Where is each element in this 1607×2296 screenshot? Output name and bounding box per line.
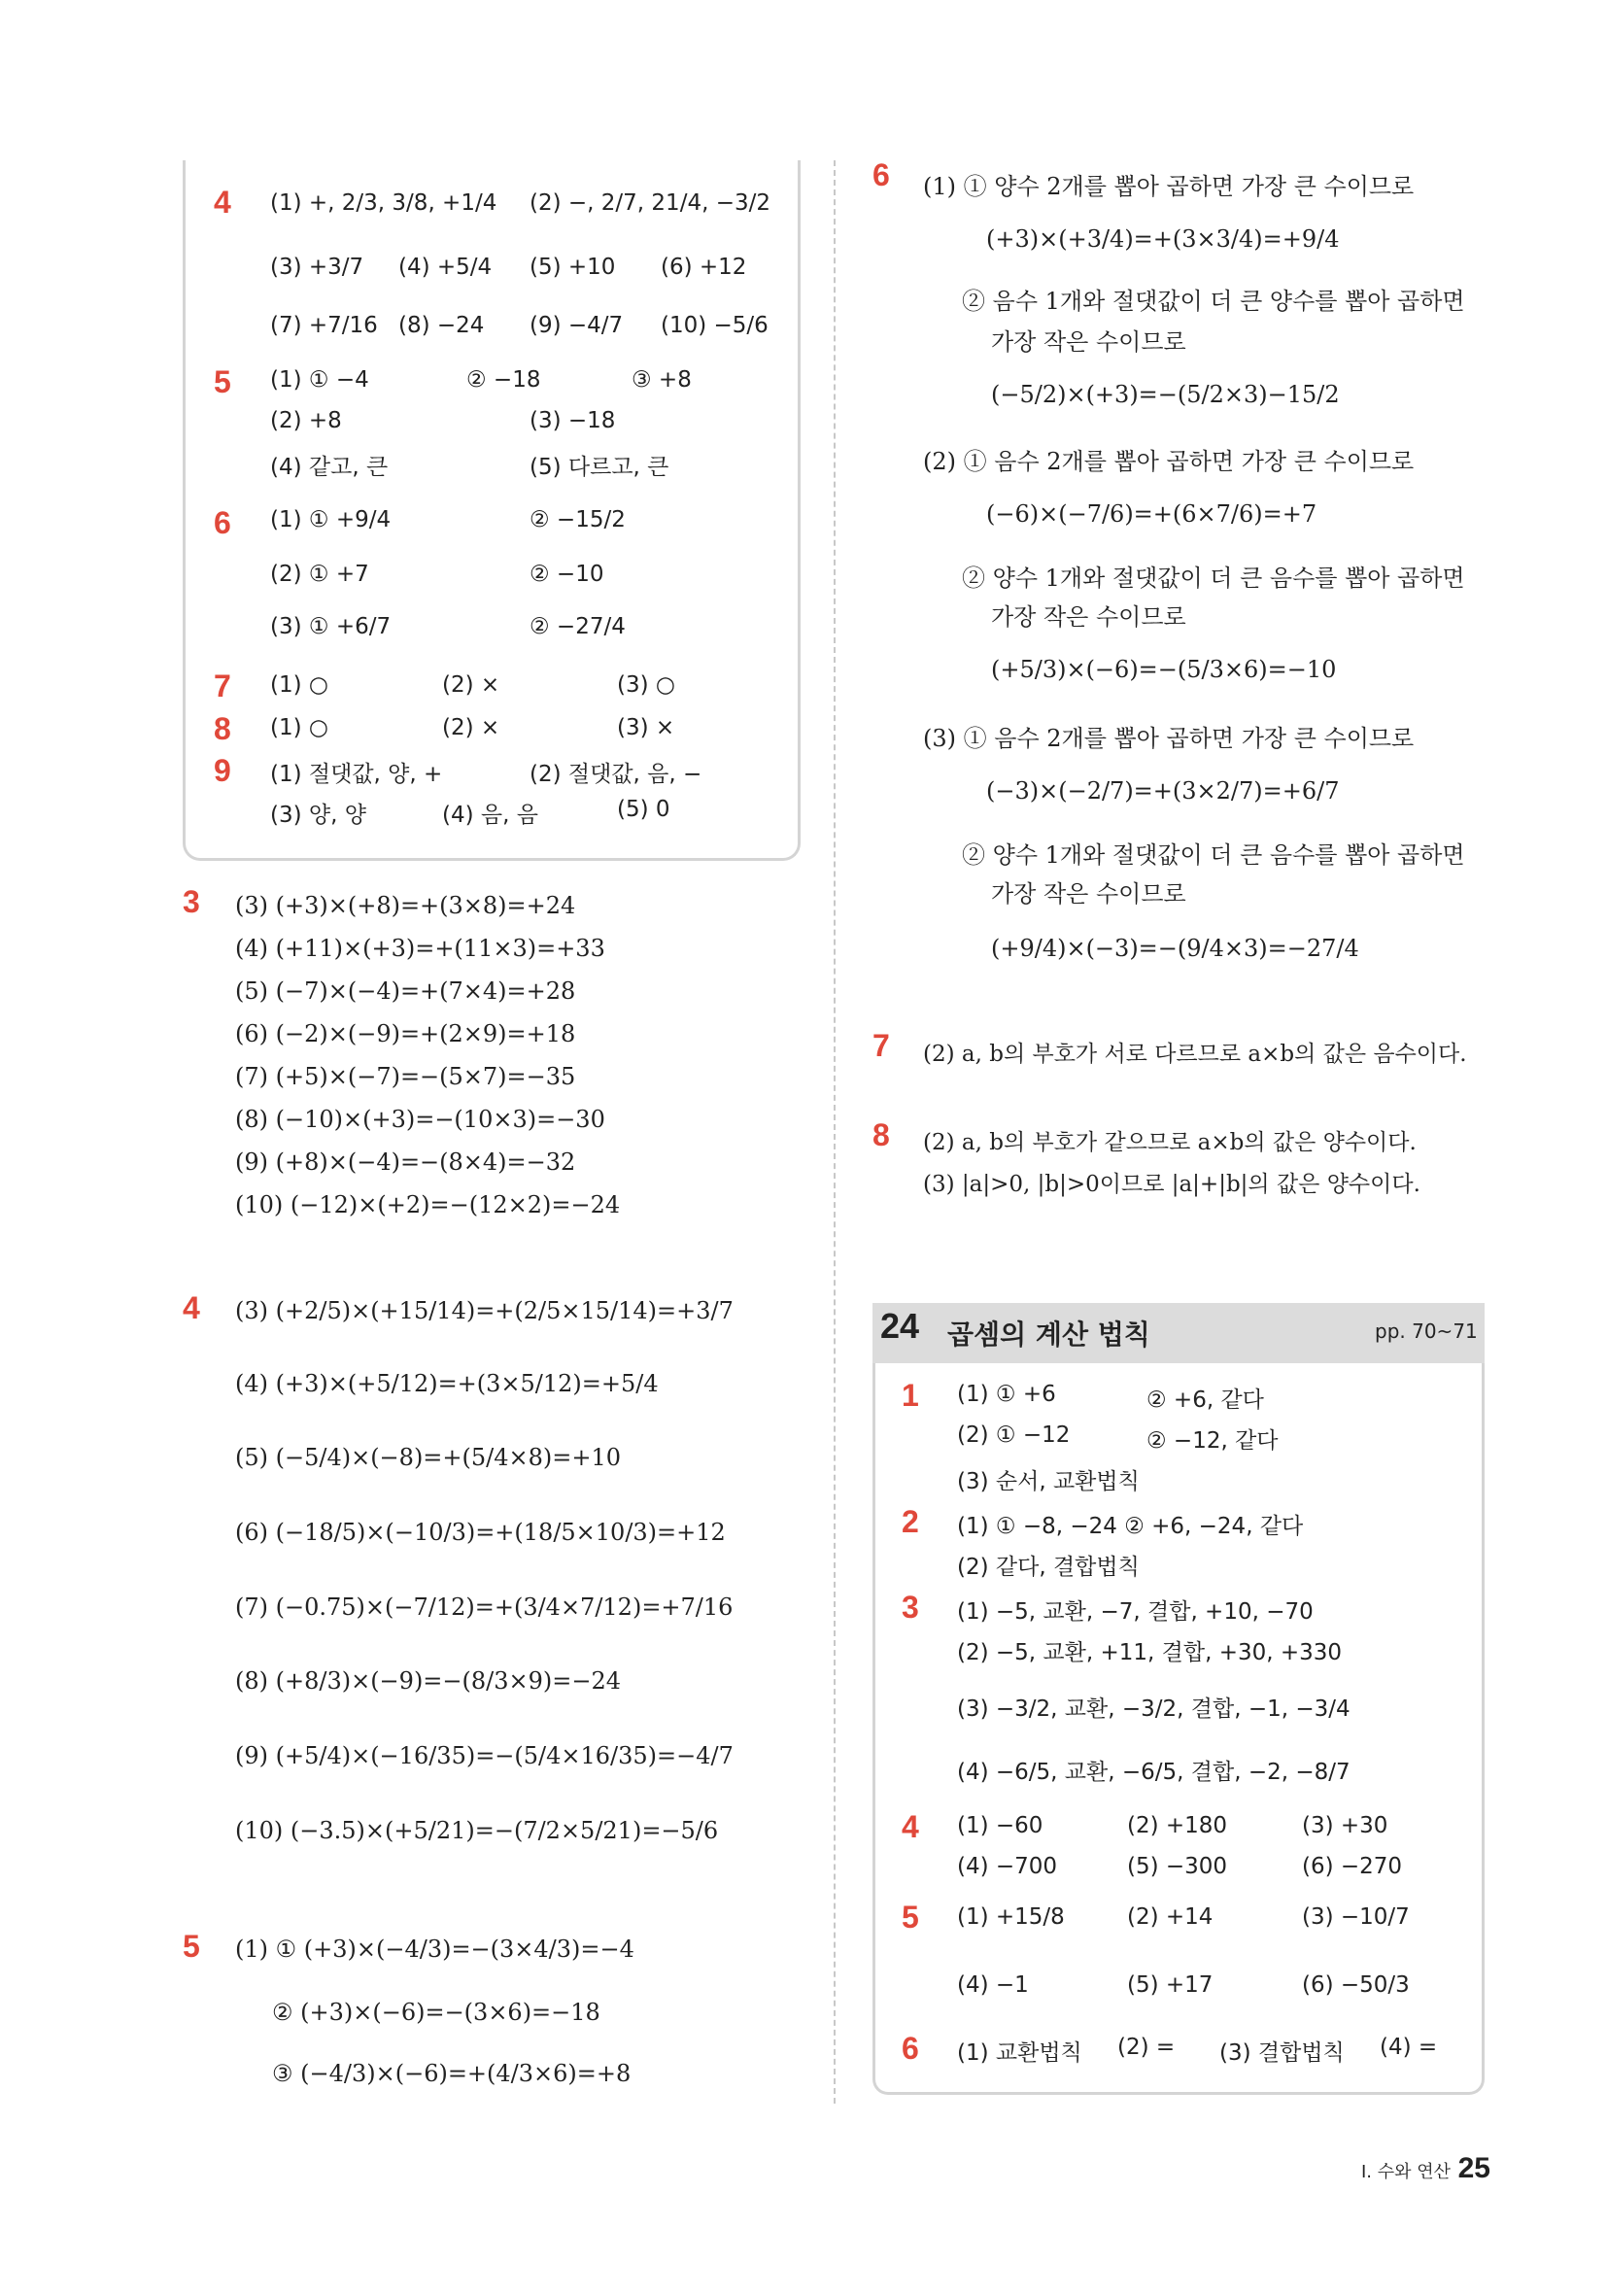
answer_box.g9-line: (5) 0: [617, 797, 670, 822]
right.q6-line: 가장 작은 수이므로: [991, 603, 1186, 631]
answer_box.g9-number: 9: [214, 753, 231, 788]
right.q6-line: (−5/2)×(+3)=−(5/2×3)−15/2: [991, 381, 1340, 408]
section24.q1-line: (3) 순서, 교환법칙: [957, 1469, 1140, 1494]
right.q8-line: (3) |a|>0, |b|>0이므로 |a|+|b|의 값은 양수이다.: [923, 1172, 1420, 1197]
right.q6-number: 6: [872, 157, 890, 192]
left.q3-line: (8) (−10)×(+3)=−(10×3)=−30: [235, 1106, 605, 1133]
left.q4-line: (9) (+5/4)×(−16/35)=−(5/4×16/35)=−4/7: [235, 1742, 734, 1769]
section24.q6-line: (1) 교환법칙: [957, 2040, 1082, 2066]
answer_box.g9-line: (3) 양, 양: [270, 803, 366, 828]
answer_box.g8-line: (1) ○: [270, 715, 328, 740]
section24.q6-line: (4) =: [1380, 2035, 1438, 2060]
left.q3-line: (7) (+5)×(−7)=−(5×7)=−35: [235, 1063, 576, 1090]
left.q5-line: (1) ① (+3)×(−4/3)=−(3×4/3)=−4: [235, 1936, 634, 1963]
section24.q1-number: 1: [902, 1378, 919, 1413]
left.q5-number: 5: [183, 1929, 200, 1964]
right.q6-line: ② 양수 1개와 절댓값이 더 큰 음수를 뽑아 곱하면: [962, 565, 1465, 592]
left.q3-line: (4) (+11)×(+3)=+(11×3)=+33: [235, 935, 605, 962]
right.q6-line: (+5/3)×(−6)=−(5/3×6)=−10: [991, 656, 1337, 683]
section24.q3-line: (1) −5, 교환, −7, 결합, +10, −70: [957, 1599, 1314, 1625]
section24.q5-number: 5: [902, 1900, 919, 1935]
right.q6-line: 가장 작은 수이므로: [991, 328, 1186, 356]
section24.q4-line: (6) −270: [1302, 1854, 1403, 1879]
section24.q2-number: 2: [902, 1504, 919, 1539]
left.q3-line: (3) (+3)×(+8)=+(3×8)=+24: [235, 892, 576, 919]
right.q7-line: (2) a, b의 부호가 서로 다르므로 a×b의 값은 음수이다.: [923, 1042, 1467, 1067]
section24.q6-line: (3) 결합법칙: [1219, 2040, 1345, 2066]
answer_box.g4-line: (3) +3/7: [270, 255, 364, 280]
section24.q3-line: (3) −3/2, 교환, −3/2, 결합, −1, −3/4: [957, 1696, 1351, 1722]
right.q6-line: (+9/4)×(−3)=−(9/4×3)=−27/4: [991, 935, 1359, 962]
answer_box.g8-line: (2) ×: [442, 715, 500, 740]
section24.q2-line: (1) ① −8, −24 ② +6, −24, 같다: [957, 1514, 1304, 1539]
answer_box.g9-line: (1) 절댓값, 양, +: [270, 762, 443, 787]
right.q8-number: 8: [872, 1117, 890, 1152]
answer_box.g4-line: (2) −, 2/7, 21/4, −3/2: [530, 190, 770, 216]
section24.q1-line: ② −12, 같다: [1146, 1428, 1279, 1454]
section24.q4-line: (4) −700: [957, 1854, 1058, 1879]
answer_box.g7-line: (1) ○: [270, 672, 328, 698]
section24.q4-line: (1) −60: [957, 1813, 1043, 1838]
section24.q5-line: (4) −1: [957, 1972, 1029, 1998]
section24.q6-number: 6: [902, 2031, 919, 2066]
right.q8-line: (2) a, b의 부호가 같으므로 a×b의 값은 양수이다.: [923, 1130, 1417, 1155]
answer_box.g5-line: ③ +8: [632, 367, 692, 393]
answer_box.g6-number: 6: [214, 505, 231, 540]
answer_box.g4-line: (8) −24: [398, 313, 485, 338]
section24.q4-line: (5) −300: [1127, 1854, 1228, 1879]
answer_box.g4-line: (10) −5/6: [661, 313, 769, 338]
section24.q5-line: (5) +17: [1127, 1972, 1214, 1998]
section24.q3-line: (2) −5, 교환, +11, 결합, +30, +330: [957, 1640, 1343, 1665]
answer_box.g6-line: ② −15/2: [530, 507, 626, 532]
section24.q4-line: (3) +30: [1302, 1813, 1388, 1838]
answer_box.g7-number: 7: [214, 668, 231, 703]
answer_box.g4-number: 4: [214, 185, 231, 220]
answer_box.g9-line: (4) 음, 음: [442, 803, 538, 828]
section24.q5-line: (3) −10/7: [1302, 1904, 1410, 1930]
left.q3-line: (6) (−2)×(−9)=+(2×9)=+18: [235, 1020, 576, 1047]
answer_box.g5-line: ② −18: [466, 367, 541, 393]
right.q6-line: (−3)×(−2/7)=+(3×2/7)=+6/7: [986, 777, 1340, 805]
section24.q5-line: (6) −50/3: [1302, 1972, 1410, 1998]
right.q6-line: 가장 작은 수이므로: [991, 880, 1186, 908]
answer_box.g7-line: (3) ○: [617, 672, 675, 698]
answer_box.g4-line: (9) −4/7: [530, 313, 624, 338]
answer_box.g5-line: (1) ① −4: [270, 367, 369, 393]
answer_box.g6-line: ② −27/4: [530, 614, 626, 639]
left.q4-line: (8) (+8/3)×(−9)=−(8/3×9)=−24: [235, 1667, 622, 1695]
right.q6-line: (2) ① 음수 2개를 뽑아 곱하면 가장 큰 수이므로: [923, 448, 1415, 475]
section24.q5-line: (2) +14: [1127, 1904, 1214, 1930]
section24.q4-line: (2) +180: [1127, 1813, 1228, 1838]
right.q7-number: 7: [872, 1028, 890, 1063]
section24.q1-line: ② +6, 같다: [1146, 1388, 1264, 1413]
left.q4-number: 4: [183, 1290, 200, 1325]
left.q4-line: (6) (−18/5)×(−10/3)=+(18/5×10/3)=+12: [235, 1519, 726, 1546]
answer_box.g4-line: (1) +, 2/3, 3/8, +1/4: [270, 190, 497, 216]
section24.q1-line: (1) ① +6: [957, 1382, 1056, 1407]
answer_box.g7-line: (2) ×: [442, 672, 500, 698]
left.q4-line: (4) (+3)×(+5/12)=+(3×5/12)=+5/4: [235, 1370, 659, 1397]
answer_box.g6-line: (3) ① +6/7: [270, 614, 392, 639]
answer_box.g6-line: (2) ① +7: [270, 562, 369, 587]
left.q4-line: (10) (−3.5)×(+5/21)=−(7/2×5/21)=−5/6: [235, 1817, 719, 1844]
section-24-title: 곱셈의 계산 법칙: [947, 1319, 1150, 1351]
left.q3-number: 3: [183, 884, 200, 919]
right.q6-line: (+3)×(+3/4)=+(3×3/4)=+9/4: [986, 225, 1340, 253]
section-24-number: 24: [880, 1306, 920, 1346]
left.q3-line: (10) (−12)×(+2)=−(12×2)=−24: [235, 1191, 621, 1218]
answer_box.g5-line: (3) −18: [530, 408, 616, 433]
answer_box.g9-line: (2) 절댓값, 음, −: [530, 762, 702, 787]
left.q4-line: (3) (+2/5)×(+15/14)=+(2/5×15/14)=+3/7: [235, 1297, 734, 1324]
answer_box.g5-number: 5: [214, 364, 231, 399]
answer_box.g4-line: (4) +5/4: [398, 255, 493, 280]
left.q3-line: (5) (−7)×(−4)=+(7×4)=+28: [235, 977, 576, 1005]
page-footer: [1361, 2152, 1490, 2185]
answer_box.g6-line: ② −10: [530, 562, 604, 587]
left.q3-line: (9) (+8)×(−4)=−(8×4)=−32: [235, 1148, 576, 1176]
column-divider: [834, 160, 836, 2104]
right.q6-line: (−6)×(−7/6)=+(6×7/6)=+7: [986, 500, 1317, 528]
chapter-label: Ⅰ. 수와 연산: [1360, 2162, 1451, 2182]
right.q6-line: ② 양수 1개와 절댓값이 더 큰 음수를 뽑아 곱하면: [962, 841, 1465, 869]
answer_box.g4-line: (5) +10: [530, 255, 616, 280]
left.q5-line: ③ (−4/3)×(−6)=+(4/3×6)=+8: [272, 2060, 632, 2087]
section-24-pages: pp. 70~71: [1375, 1319, 1478, 1343]
answer_box.g4-line: (6) +12: [661, 255, 747, 280]
left.q4-line: (5) (−5/4)×(−8)=+(5/4×8)=+10: [235, 1444, 622, 1471]
answer_box.g5-line: (4) 같고, 큰: [270, 455, 389, 480]
answer_box.g5-line: (2) +8: [270, 408, 342, 433]
section24.q3-number: 3: [902, 1590, 919, 1625]
answer_box.g5-line: (5) 다르고, 큰: [530, 455, 669, 480]
answer_box.g8-line: (3) ×: [617, 715, 675, 740]
section24.q6-line: (2) =: [1117, 2035, 1176, 2060]
right.q6-line: (3) ① 음수 2개를 뽑아 곱하면 가장 큰 수이므로: [923, 725, 1415, 752]
section24.q4-number: 4: [902, 1809, 919, 1844]
answer_box.g6-line: (1) ① +9/4: [270, 507, 392, 532]
section24.q1-line: (2) ① −12: [957, 1422, 1071, 1448]
answer_box.g8-number: 8: [214, 711, 231, 746]
right.q6-line: (1) ① 양수 2개를 뽑아 곱하면 가장 큰 수이므로: [923, 173, 1415, 200]
section24.q2-line: (2) 같다, 결합법칙: [957, 1555, 1140, 1580]
right.q6-line: ② 음수 1개와 절댓값이 더 큰 양수를 뽑아 곱하면: [962, 288, 1465, 315]
section24.q5-line: (1) +15/8: [957, 1904, 1065, 1930]
page-number: 25: [1457, 2152, 1490, 2184]
left.q5-line: ② (+3)×(−6)=−(3×6)=−18: [272, 1999, 600, 2026]
left.q4-line: (7) (−0.75)×(−7/12)=+(3/4×7/12)=+7/16: [235, 1593, 734, 1621]
section24.q3-line: (4) −6/5, 교환, −6/5, 결합, −2, −8/7: [957, 1760, 1351, 1785]
answer_box.g4-line: (7) +7/16: [270, 313, 378, 338]
